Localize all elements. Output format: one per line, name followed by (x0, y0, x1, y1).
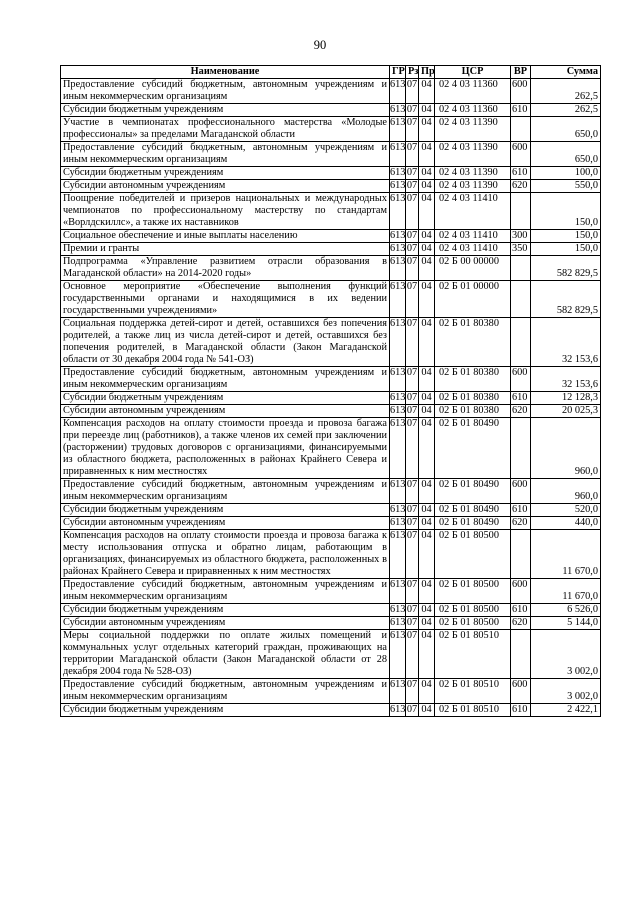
table-row (61, 117, 601, 142)
table-row (61, 230, 601, 243)
budget-table (60, 65, 601, 717)
row-pr-cell: 04 (419, 617, 435, 630)
row-sum-cell: 520,0 (531, 504, 601, 517)
table-row (61, 193, 601, 230)
table-row (61, 479, 601, 504)
row-pr-cell: 04 (419, 117, 435, 142)
row-gr-cell: 613 (390, 517, 406, 528)
table-row (61, 392, 601, 405)
row-rz-cell: 07 (406, 530, 419, 579)
row-name-cell: Предоставление субсидий бюджетным, автономным учреждениям и иным некоммерческим организациям (61, 79, 390, 104)
table-row (61, 679, 601, 704)
row-vr-cell: 600 (511, 579, 531, 604)
table-row (61, 167, 601, 180)
row-csr-cell: 02 Б 01 80490 (435, 479, 511, 504)
row-sum-cell: 960,0 (531, 418, 601, 479)
row-rz-cell: 07 (406, 193, 419, 230)
row-pr-cell: 04 (419, 243, 435, 256)
row-gr-cell: 613 (390, 243, 406, 254)
row-name-cell: Основное мероприятие «Обеспечение выполнения функций государственными органами и находящимися в их ведении государственными учреждениями» (61, 281, 390, 318)
row-name-cell: Субсидии автономным учреждениям (61, 405, 390, 418)
row-rz-cell: 07 (406, 504, 418, 515)
row-sum-cell: 582 829,5 (531, 256, 601, 281)
row-gr-cell: 613 (390, 604, 406, 615)
row-csr-cell: 02 4 03 11360 (435, 79, 511, 104)
row-sum-cell: 262,5 (531, 104, 601, 117)
row-pr-cell: 04 (419, 517, 435, 530)
row-rz-cell: 07 (406, 167, 418, 178)
row-rz-cell: 07 (406, 230, 418, 241)
row-rz-cell: 07 (406, 142, 419, 167)
row-name-cell: Субсидии бюджетным учреждениям (61, 504, 390, 517)
row-rz-cell: 07 (406, 367, 419, 392)
table-row (61, 530, 601, 579)
row-name-cell: Компенсация расходов на оплату стоимости проезда и провоза багажа при переезде лиц (работников), а также членов их семей при заключении (расторжении) трудовых договоров с организациями, финансируемыми из областного бюджета, расположенных в районах Крайнего Севера и приравненных к ним местностях (61, 418, 390, 479)
row-pr-cell: 04 (419, 230, 435, 243)
row-csr-cell: 02 Б 01 80490 (435, 504, 511, 517)
table-row (61, 504, 601, 517)
table-row (61, 604, 601, 617)
row-vr-cell (511, 630, 531, 679)
row-sum-cell: 3 002,0 (531, 679, 601, 704)
row-csr-cell: 02 4 03 11390 (435, 142, 511, 167)
row-vr-cell: 620 (511, 180, 531, 193)
row-vr-cell (511, 281, 531, 318)
row-rz-cell: 07 (406, 79, 419, 104)
row-gr-cell: 613 (390, 630, 406, 679)
row-gr-cell: 613 (390, 617, 406, 628)
row-sum-cell: 550,0 (531, 180, 601, 193)
row-vr-cell (511, 117, 531, 142)
row-sum-cell: 440,0 (531, 517, 601, 530)
row-sum-cell: 582 829,5 (531, 281, 601, 318)
row-csr-cell: 02 4 03 11390 (435, 180, 511, 193)
row-name-cell: Субсидии автономным учреждениям (61, 617, 390, 630)
row-name-cell: Компенсация расходов на оплату стоимости проезда и провоза багажа к месту использования отпуска и обратно лицам, работающим в организациях, финансируемых из областного бюджета, расположенных в районах Крайнего Севера и приравненных к ним местностях (61, 530, 390, 579)
row-name-cell: Участие в чемпионатах профессионального мастерства «Молодые профессионалы» за пределами Магаданской области (61, 117, 390, 142)
table-row (61, 79, 601, 104)
row-csr-cell: 02 Б 01 80500 (435, 617, 511, 630)
row-vr-cell: 610 (511, 392, 531, 405)
row-pr-cell: 04 (419, 256, 435, 281)
row-rz-cell: 07 (406, 579, 419, 604)
row-sum-cell: 150,0 (531, 193, 601, 230)
row-name-cell: Предоставление субсидий бюджетным, автономным учреждениям и иным некоммерческим организациям (61, 479, 390, 504)
row-sum-cell: 100,0 (531, 167, 601, 180)
row-sum-cell: 650,0 (531, 142, 601, 167)
table-row (61, 579, 601, 604)
row-sum-cell: 960,0 (531, 479, 601, 504)
table-row (61, 704, 601, 717)
row-rz-cell: 07 (406, 104, 418, 115)
row-gr-cell: 613 (390, 530, 406, 579)
row-gr-cell: 613 (390, 579, 406, 604)
row-vr-cell: 620 (511, 617, 531, 630)
row-pr-cell: 04 (419, 530, 435, 579)
row-gr-cell: 613 (390, 256, 406, 281)
row-vr-cell: 300 (511, 230, 531, 243)
row-vr-cell: 350 (511, 243, 531, 256)
table-row (61, 405, 601, 418)
row-vr-cell: 620 (511, 517, 531, 530)
row-csr-cell: 02 Б 01 80500 (435, 579, 511, 604)
row-name-cell: Предоставление субсидий бюджетным, автономным учреждениям и иным некоммерческим организациям (61, 579, 390, 604)
row-rz-cell: 07 (406, 117, 419, 142)
row-name-cell: Субсидии бюджетным учреждениям (61, 604, 390, 617)
row-vr-cell: 610 (511, 167, 531, 180)
row-pr-cell: 04 (419, 405, 435, 418)
row-csr-cell: 02 4 03 11390 (435, 117, 511, 142)
row-rz-cell: 07 (406, 256, 419, 281)
row-name-cell: Субсидии бюджетным учреждениям (61, 104, 390, 117)
row-csr-cell: 02 Б 01 80490 (435, 418, 511, 479)
row-name-cell: Субсидии бюджетным учреждениям (61, 704, 390, 717)
row-pr-cell: 04 (419, 392, 435, 405)
row-rz-cell: 07 (406, 405, 418, 416)
row-vr-cell: 600 (511, 367, 531, 392)
row-vr-cell: 620 (511, 405, 531, 418)
row-name-cell: Социальное обеспечение и иные выплаты населению (61, 230, 390, 243)
row-csr-cell: 02 Б 01 80490 (435, 517, 511, 530)
header-gr: ГР (390, 66, 406, 79)
header-sum: Сумма (531, 66, 601, 79)
table-row (61, 318, 601, 367)
table-row (61, 180, 601, 193)
row-gr-cell: 613 (390, 167, 406, 178)
row-sum-cell: 5 144,0 (531, 617, 601, 630)
row-sum-cell: 6 526,0 (531, 604, 601, 617)
row-name-cell: Субсидии автономным учреждениям (61, 180, 390, 193)
row-csr-cell: 02 Б 01 80510 (435, 630, 511, 679)
row-name-cell: Премии и гранты (61, 243, 390, 256)
row-pr-cell: 04 (419, 104, 435, 117)
row-gr-cell: 613 (390, 405, 406, 416)
row-csr-cell: 02 Б 01 80380 (435, 392, 511, 405)
row-gr-cell: 613 (390, 180, 406, 191)
row-sum-cell: 32 153,6 (531, 318, 601, 367)
row-gr-cell: 613 (390, 142, 406, 167)
row-csr-cell: 02 Б 00 00000 (435, 256, 511, 281)
row-vr-cell (511, 418, 531, 479)
table-row (61, 256, 601, 281)
row-pr-cell: 04 (419, 704, 435, 717)
page-number: 90 (313, 38, 327, 52)
header-csr: ЦСР (435, 66, 511, 79)
row-name-cell: Предоставление субсидий бюджетным, автономным учреждениям и иным некоммерческим организациям (61, 142, 390, 167)
row-vr-cell (511, 193, 531, 230)
row-rz-cell: 07 (406, 704, 418, 715)
row-name-cell: Меры социальной поддержки по оплате жилых помещений и коммунальных услуг отдельных категорий граждан, проживающих на территории Магаданской области (Закон Магаданской области от 28 декабря 2004 года № 528-ОЗ) (61, 630, 390, 679)
row-gr-cell: 613 (390, 318, 406, 367)
row-pr-cell: 04 (419, 418, 435, 479)
row-csr-cell: 02 Б 01 80380 (435, 405, 511, 418)
row-vr-cell: 600 (511, 79, 531, 104)
row-vr-cell (511, 318, 531, 367)
row-csr-cell: 02 Б 01 80500 (435, 530, 511, 579)
row-name-cell: Предоставление субсидий бюджетным, автономным учреждениям и иным некоммерческим организациям (61, 679, 390, 704)
table-row (61, 517, 601, 530)
table-row (61, 104, 601, 117)
table-row (61, 142, 601, 167)
row-rz-cell: 07 (406, 617, 418, 628)
row-pr-cell: 04 (419, 142, 435, 167)
row-name-cell: Предоставление субсидий бюджетным, автономным учреждениям и иным некоммерческим организациям (61, 367, 390, 392)
row-vr-cell (511, 530, 531, 579)
row-csr-cell: 02 Б 01 00000 (435, 281, 511, 318)
row-sum-cell: 32 153,6 (531, 367, 601, 392)
row-rz-cell: 07 (406, 479, 419, 504)
row-csr-cell: 02 4 03 11410 (435, 193, 511, 230)
row-vr-cell: 610 (511, 504, 531, 517)
table-row (61, 243, 601, 256)
row-gr-cell: 613 (390, 479, 406, 504)
row-csr-cell: 02 4 03 11390 (435, 167, 511, 180)
row-csr-cell: 02 Б 01 80380 (435, 367, 511, 392)
table-row (61, 367, 601, 392)
row-rz-cell: 07 (406, 604, 418, 615)
header-pr: Пр (419, 66, 435, 79)
row-rz-cell: 07 (406, 180, 418, 191)
row-gr-cell: 613 (390, 193, 406, 230)
row-csr-cell: 02 4 03 11360 (435, 104, 511, 117)
row-pr-cell: 04 (419, 180, 435, 193)
row-csr-cell: 02 4 03 11410 (435, 243, 511, 256)
row-sum-cell: 150,0 (531, 230, 601, 243)
row-pr-cell: 04 (419, 604, 435, 617)
row-rz-cell: 07 (406, 418, 419, 479)
row-pr-cell: 04 (419, 630, 435, 679)
row-csr-cell: 02 4 03 11410 (435, 230, 511, 243)
row-gr-cell: 613 (390, 679, 406, 704)
row-sum-cell: 262,5 (531, 79, 601, 104)
row-pr-cell: 04 (419, 679, 435, 704)
row-rz-cell: 07 (406, 517, 418, 528)
row-sum-cell: 150,0 (531, 243, 601, 256)
row-pr-cell: 04 (419, 281, 435, 318)
row-pr-cell: 04 (419, 367, 435, 392)
row-rz-cell: 07 (406, 281, 419, 318)
row-pr-cell: 04 (419, 193, 435, 230)
row-gr-cell: 613 (390, 392, 406, 403)
row-sum-cell: 650,0 (531, 117, 601, 142)
row-gr-cell: 613 (390, 504, 406, 515)
header-name: Наименование (61, 66, 390, 79)
row-sum-cell: 20 025,3 (531, 405, 601, 418)
row-rz-cell: 07 (406, 243, 418, 254)
table-header-row (61, 66, 601, 79)
row-gr-cell: 613 (390, 104, 406, 115)
row-rz-cell: 07 (406, 392, 418, 403)
row-vr-cell: 610 (511, 704, 531, 717)
row-rz-cell: 07 (406, 630, 419, 679)
row-name-cell: Субсидии автономным учреждениям (61, 517, 390, 530)
row-csr-cell: 02 Б 01 80500 (435, 604, 511, 617)
row-sum-cell: 11 670,0 (531, 579, 601, 604)
row-name-cell: Субсидии бюджетным учреждениям (61, 392, 390, 405)
row-pr-cell: 04 (419, 479, 435, 504)
row-name-cell: Подпрограмма «Управление развитием отрасли образования в Магаданской области» на 2014-2020 годы» (61, 256, 390, 281)
row-pr-cell: 04 (419, 579, 435, 604)
row-gr-cell: 613 (390, 230, 406, 241)
row-name-cell: Социальная поддержка детей-сирот и детей, оставшихся без попечения родителей, а также лиц из числа детей-сирот и детей, оставшихся без попечения родителей, в Магаданской области (Закон Магаданской области от 30 декабря 2004 года № 541-ОЗ) (61, 318, 390, 367)
row-sum-cell: 3 002,0 (531, 630, 601, 679)
row-vr-cell: 600 (511, 142, 531, 167)
row-gr-cell: 613 (390, 281, 406, 318)
row-csr-cell: 02 Б 01 80510 (435, 679, 511, 704)
table-row (61, 630, 601, 679)
row-gr-cell: 613 (390, 79, 406, 104)
row-name-cell: Субсидии бюджетным учреждениям (61, 167, 390, 180)
row-gr-cell: 613 (390, 367, 406, 392)
row-vr-cell: 600 (511, 479, 531, 504)
table-row (61, 418, 601, 479)
row-vr-cell: 610 (511, 104, 531, 117)
header-vr: ВР (511, 66, 531, 79)
row-pr-cell: 04 (419, 504, 435, 517)
row-sum-cell: 11 670,0 (531, 530, 601, 579)
row-sum-cell: 2 422,1 (531, 704, 601, 717)
row-pr-cell: 04 (419, 79, 435, 104)
row-name-cell: Поощрение победителей и призеров национальных и международных чемпионатов по профессиональному мастерству по стандартам «Ворлдскиллс», а также их наставников (61, 193, 390, 230)
row-rz-cell: 07 (406, 318, 419, 367)
row-sum-cell: 12 128,3 (531, 392, 601, 405)
row-gr-cell: 613 (390, 418, 406, 479)
row-vr-cell: 600 (511, 679, 531, 704)
table-row (61, 281, 601, 318)
row-gr-cell: 613 (390, 704, 406, 715)
table-row (61, 617, 601, 630)
row-vr-cell: 610 (511, 604, 531, 617)
row-pr-cell: 04 (419, 318, 435, 367)
header-rz: Рз (406, 66, 419, 79)
row-pr-cell: 04 (419, 167, 435, 180)
row-gr-cell: 613 (390, 117, 406, 142)
row-vr-cell (511, 256, 531, 281)
row-rz-cell: 07 (406, 679, 419, 704)
row-csr-cell: 02 Б 01 80510 (435, 704, 511, 717)
row-csr-cell: 02 Б 01 80380 (435, 318, 511, 367)
